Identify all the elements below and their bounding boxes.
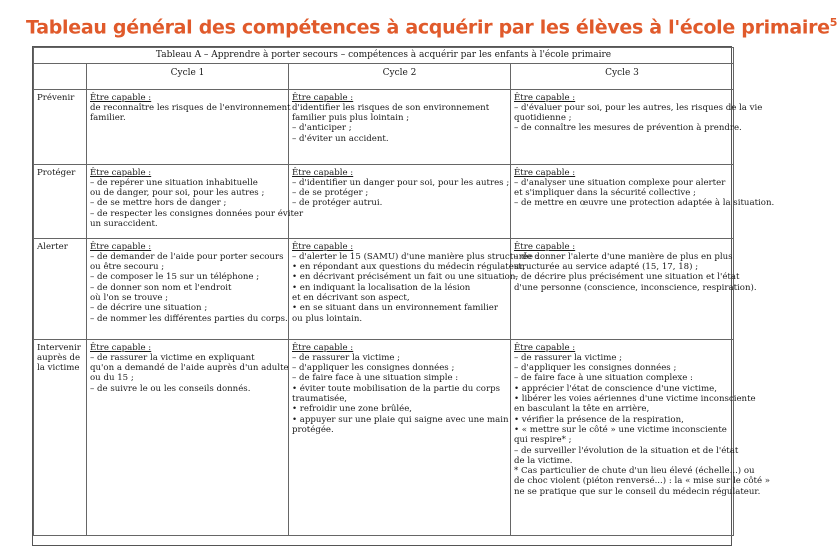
cell-lead: Être capable : — [292, 167, 354, 178]
cell-line: ne se pratique que sur le conseil du médecin régulateur. — [514, 486, 761, 497]
row-proteger — [34, 164, 734, 238]
cell-line: • en se situant dans un environnement familier — [292, 303, 498, 314]
cell-line: – de décrire une situation ; — [90, 303, 208, 314]
cell-line: ou plus lointain. — [292, 313, 363, 324]
cell-line: • vérifier la présence de la respiration, — [514, 414, 684, 425]
cell-line: – d'éviter un accident. — [292, 133, 389, 144]
cell-line: • libérer les voies aériennes d'une victime inconsciente — [514, 394, 756, 405]
cell-line: • appuyer sur une plaie qui saigne avec une main — [292, 414, 509, 425]
cell-line: – de se mettre hors de danger ; — [90, 198, 227, 209]
cell-alerter-cycle-1 — [87, 238, 289, 339]
title-footnote-marker: 5 — [829, 16, 837, 29]
row-label-alerter: Alerter — [34, 238, 87, 339]
cell-proteger-cycle-3 — [511, 164, 775, 238]
cell-proteger-cycle-1 — [87, 164, 304, 238]
cell-line: structurée au service adapté (15, 17, 18) ; — [514, 262, 699, 273]
cell-line: d'identifier les risques de son environnement — [292, 102, 490, 113]
cell-line: – de faire face à une situation simple : — [292, 373, 459, 384]
cell-line: – de surveiller l'évolution de la situation et de l'état — [514, 445, 739, 456]
cell-line: – de nommer les différentes parties du corps. — [90, 313, 288, 324]
cell-line: – d'anticiper ; — [292, 123, 352, 134]
row-alerter — [34, 238, 734, 339]
cell-line: • éviter toute mobilisation de la partie du corps — [292, 383, 500, 394]
cell-line: • en indiquant la localisation de la lésion — [292, 282, 471, 293]
cycle-3-header: Cycle 3 — [511, 64, 734, 89]
cell-line: où l'on se trouve ; — [90, 293, 169, 304]
cell-line: – d'identifier un danger pour soi, pour les autres ; — [292, 177, 510, 188]
row-label-proteger: Protéger — [34, 164, 87, 238]
cell-line: et s'impliquer dans la sécurité collective ; — [514, 188, 696, 199]
cell-lead: Être capable : — [514, 92, 576, 103]
cell-lead: Être capable : — [514, 241, 576, 252]
competences-table — [33, 47, 775, 536]
cell-line: familier. — [90, 113, 126, 124]
cell-line: qui respire* ; — [514, 435, 572, 446]
cell-line: • apprécier l'état de conscience d'une victime, — [514, 383, 717, 394]
cell-line: – d'alerter le 15 (SAMU) d'une manière plus structurée : — [292, 251, 539, 262]
cell-intervenir-cycle-2 — [289, 339, 511, 535]
row-prevenir — [34, 89, 734, 164]
cell-line: – de décrire plus précisément une situation et l'état — [514, 272, 740, 283]
cell-line: – de mettre en œuvre une protection adaptée à la situation. — [514, 198, 775, 209]
cell-line: – de protéger autrui. — [292, 198, 383, 209]
cell-line: – d'appliquer les consignes données ; — [514, 363, 677, 374]
cell-line: – de respecter les consignes données pour éviter — [90, 208, 304, 219]
cell-line: – de rassurer la victime ; — [514, 352, 623, 363]
cell-prevenir-cycle-3 — [511, 89, 763, 164]
cell-line: • « mettre sur le côté » une victime inconsciente — [514, 424, 727, 435]
cell-lead: Être capable : — [90, 342, 152, 353]
cell-line: de la victime. — [514, 455, 573, 466]
cell-line: – de donner son nom et l'endroit — [90, 282, 232, 293]
cell-line: – de rassurer la victime ; — [292, 352, 401, 363]
table-frame — [32, 46, 775, 546]
cell-line: d'une personne (conscience, inconscience, respiration). — [514, 282, 757, 293]
cell-lead: Être capable : — [292, 342, 354, 353]
cell-alerter-cycle-2 — [289, 238, 539, 339]
cell-line: – de composer le 15 sur un téléphone ; — [90, 272, 260, 283]
cell-line: * Cas particulier de chute d'un lieu élevé (échelle...) ou — [514, 466, 755, 477]
cell-line: – de donner l'alerte d'une manière de plus en plus — [514, 251, 733, 262]
cell-line: – d'appliquer les consignes données ; — [292, 363, 455, 374]
cell-line: ou de danger, pour soi, pour les autres ; — [90, 188, 265, 199]
cell-line: • en décrivant précisément un fait ou une situation, — [292, 272, 519, 283]
cell-lead: Être capable : — [514, 167, 576, 178]
cell-line: et en décrivant son aspect, — [292, 293, 410, 304]
cell-intervenir-cycle-3 — [511, 339, 771, 535]
cell-line: de choc violent (piéton renversé...) : la « mise sur le côté » — [514, 476, 771, 487]
cell-line: – de faire face à une situation complexe : — [514, 373, 693, 384]
cell-alerter-cycle-3 — [511, 238, 757, 339]
cell-prevenir-cycle-1 — [87, 89, 289, 164]
cell-line: – de suivre le ou les conseils donnés. — [90, 383, 251, 394]
cell-lead: Être capable : — [292, 92, 354, 103]
cycle-2-header: Cycle 2 — [289, 64, 511, 89]
row-label-prevenir: Prévenir — [34, 89, 87, 164]
cell-line: • refroidir une zone brûlée, — [292, 404, 413, 415]
cycle-1-header: Cycle 1 — [87, 64, 289, 89]
cell-line: – de rassurer la victime en expliquant — [90, 352, 255, 363]
cell-line: – d'évaluer pour soi, pour les autres, les risques de la vie — [514, 102, 763, 113]
cell-lead: Être capable : — [514, 342, 576, 353]
table-caption: Tableau A – Apprendre à porter secours – compétences à acquérir par les enfants à l'école primaire — [34, 48, 734, 64]
cell-line: – de demander de l'aide pour porter secours — [90, 251, 284, 262]
cell-lead: Être capable : — [292, 241, 354, 252]
cell-lead: Être capable : — [90, 241, 152, 252]
cell-prevenir-cycle-2 — [289, 89, 511, 164]
cell-line: • en répondant aux questions du médecin régulateur, — [292, 262, 526, 273]
cell-line: de reconnaître les risques de l'environnement — [90, 102, 291, 113]
cell-line: qu'on a demandé de l'aide auprès d'un adulte — [90, 363, 289, 374]
cell-line: – de connaître les mesures de prévention à prendre. — [514, 123, 742, 134]
cell-line: protégée. — [292, 424, 334, 435]
cell-line: ou être secouru ; — [90, 262, 165, 273]
cell-proteger-cycle-2 — [289, 164, 511, 238]
row-intervenir — [34, 339, 734, 535]
page-title: Tableau général des compétences à acquérir par les élèves à l'école primaire$^5$ — [26, 16, 837, 39]
cell-line: ou du 15 ; — [90, 373, 134, 384]
cell-line: quotidienne ; — [514, 113, 572, 124]
corner-cell — [34, 64, 87, 89]
cell-intervenir-cycle-1 — [87, 339, 289, 535]
cell-lead: Être capable : — [90, 92, 152, 103]
cell-lead: Être capable : — [90, 167, 152, 178]
cell-line: en basculant la tête en arrière, — [514, 404, 650, 415]
cell-line: – de repérer une situation inhabituelle — [90, 177, 258, 188]
row-label-intervenir: Intervenir auprès de la victime — [34, 339, 87, 535]
cell-line: familier puis plus lointain ; — [292, 113, 410, 124]
cell-line: un suraccident. — [90, 219, 158, 230]
cell-line: – de se protéger ; — [292, 188, 369, 199]
cell-line: – d'analyser une situation complexe pour alerter — [514, 177, 726, 188]
cell-line: traumatisée, — [292, 394, 348, 405]
